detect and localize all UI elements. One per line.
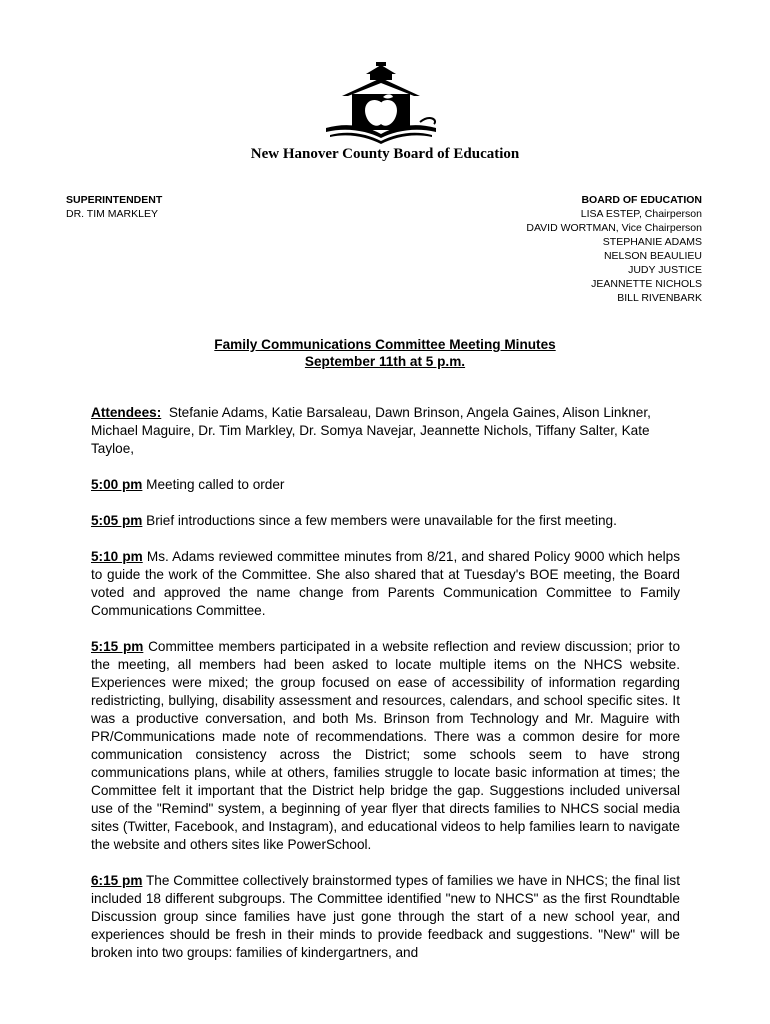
minutes-entry [91,872,680,962]
board-member: JUDY JUSTICE [628,264,702,276]
school-logo [322,62,440,146]
attendees-paragraph [91,404,680,458]
minutes-entry [91,548,680,620]
board-block [526,193,702,305]
superintendent-heading: SUPERINTENDENT [66,194,163,206]
minutes-entry [91,512,680,530]
entry-text: Brief introductions since a few members were unavailable for the first meeting. [146,513,617,528]
entry-time: 5:00 pm [91,477,143,492]
minutes-body [91,404,680,980]
superintendent-block [66,193,162,221]
board-heading: BOARD OF EDUCATION [581,194,702,206]
attendees-label: Attendees: [91,405,162,420]
attendees-list: Stefanie Adams, Katie Barsaleau, Dawn Brinson, Angela Gaines, Alison Linkner, Michael Maguire, Dr. Tim Markley, Dr. Somya Navejar, Jeannette Nichols, Tiffany Salter, Kate Tayloe, [91,405,651,456]
minutes-entry [91,476,680,494]
board-member: BILL RIVENBARK [617,292,702,304]
title-line: Family Communications Committee Meeting Minutes [214,337,556,352]
board-member: NELSON BEAULIEU [603,250,702,262]
board-member: JEANNETTE NICHOLS [591,278,702,290]
entry-time: 5:10 pm [91,549,143,564]
entry-time: 6:15 pm [91,873,143,888]
entry-time: 5:05 pm [91,513,143,528]
board-member: STEPHANIE ADAMS [602,236,702,248]
entry-text: Meeting called to order [146,477,285,492]
board-member: DAVID WORTMAN, Vice Chairperson [526,222,702,234]
board-member: LISA ESTEP, Chairperson [580,208,702,220]
document-title [0,336,770,370]
title-date: September 11th at 5 p.m. [304,354,466,369]
entry-time: 5:15 pm [91,639,144,654]
entry-text: The Committee collectively brainstormed types of families we have in NHCS; the final list included 18 different subgroups. The Committee identified "new to NHCS" as the first Roundtable Discussion group since families have just gone through the start of a new school year, and experiences should be fresh in their minds to provide feedback and suggestions. "New" will be broken into two groups: families of kindergartners, and [91,873,680,960]
superintendent-name: DR. TIM MARKLEY [66,208,158,220]
entry-text: Committee members participated in a website reflection and review discussion; prior to the meeting, all members had been asked to locate multiple items on the NHCS website. Experiences were mixed; the group focused on ease of accessibility of information regarding redistricting, bullying, disability assessment and resources, calendars, and school specific sites. It was a productive conversation, and both Ms. Brinson from Technology and Mr. Maguire with PR/Communications made note of recommendations. There was a common desire for more communication consistency across the District; some schools seem to have strong communications plans, while at others, families struggle to locate basic information at times; the Committee felt it important that the District help bridge the gap. Suggestions included universal use of the "Remind" system, a beginning of year flyer that directs families to NHCS social media sites (Twitter, Facebook, and Instagram), and educational videos to help families learn to navigate the website and others sites like PowerSchool. [91,639,681,852]
organization-name: New Hanover County Board of Education [250,146,520,162]
entry-text: Ms. Adams reviewed committee minutes from 8/21, and shared Policy 9000 which helps to guide the work of the Committee. She also shared that at Tuesday's BOE meeting, the Board voted and approved the name change from Parents Communication Committee to Family Communications Committee. [91,549,681,618]
minutes-entry [91,638,680,854]
